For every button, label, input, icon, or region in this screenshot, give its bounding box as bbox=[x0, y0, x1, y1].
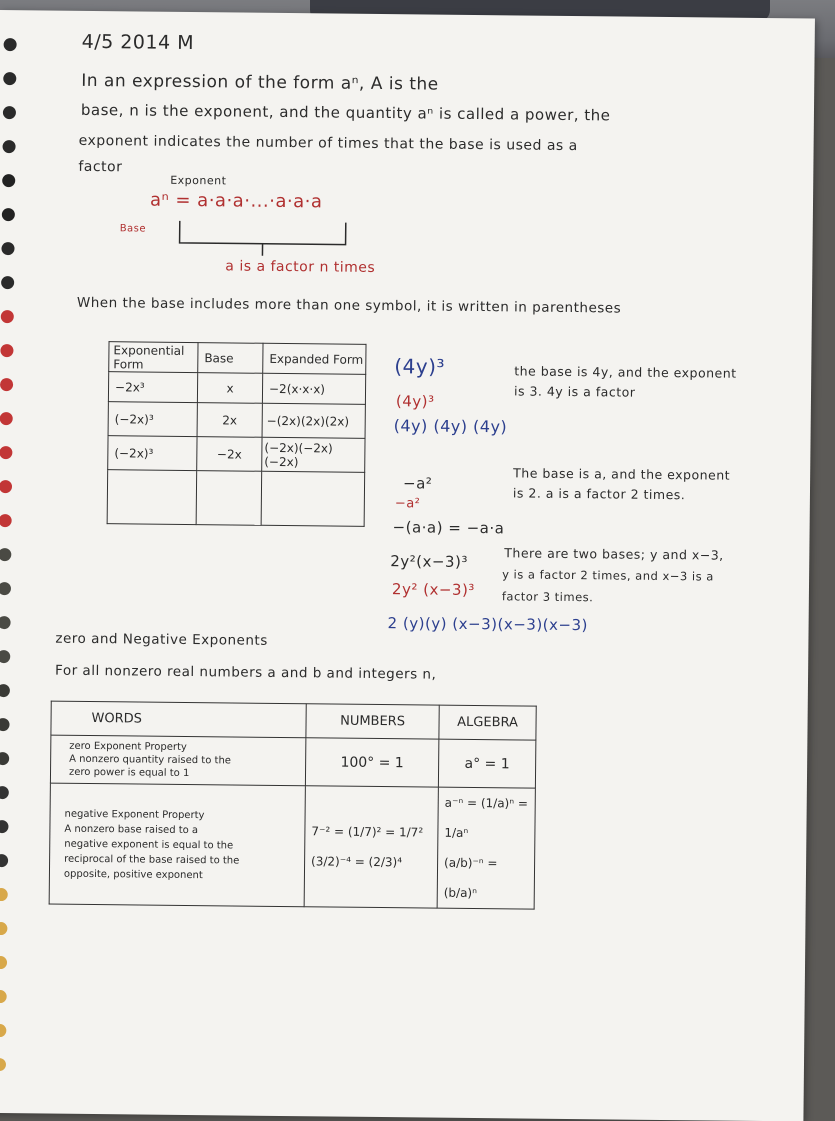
example3-note-line1: There are two bases; y and x−3, bbox=[504, 545, 724, 562]
spiral-hole bbox=[0, 888, 8, 901]
spiral-hole bbox=[0, 480, 12, 493]
negative-exponent-title: negative Exponent Property bbox=[65, 806, 305, 824]
spiral-hole bbox=[3, 106, 16, 119]
example3-power-red: 2y² (x−3)³ bbox=[392, 580, 475, 599]
spiral-hole bbox=[0, 344, 13, 357]
table1-empty-cell bbox=[107, 470, 197, 525]
negative-exponent-desc-2: negative exponent is equal to the bbox=[64, 836, 304, 854]
power-expression: aⁿ = a·a·a·...·a·a·a bbox=[150, 190, 323, 213]
spiral-hole bbox=[0, 378, 13, 391]
table2-header-numbers: NUMBERS bbox=[306, 704, 439, 739]
intro-line-1: In an expression of the form aⁿ, A is the bbox=[81, 71, 439, 95]
base-label: Base bbox=[120, 223, 146, 234]
spiral-hole bbox=[0, 922, 7, 935]
negative-exponent-words bbox=[49, 783, 305, 907]
spiral-hole bbox=[4, 38, 17, 51]
exponent-label: Exponent bbox=[170, 174, 226, 188]
negative-exponent-algebra bbox=[437, 787, 535, 909]
zero-exponent-algebra: a° = 1 bbox=[438, 739, 535, 788]
example2-expanded: −(a·a) = −a·a bbox=[393, 518, 505, 537]
example1-expanded: (4y) (4y) (4y) bbox=[394, 416, 508, 436]
section-heading: zero and Negative Exponents bbox=[55, 631, 268, 649]
spiral-hole bbox=[0, 956, 7, 969]
spiral-hole bbox=[0, 990, 7, 1003]
notebook-page bbox=[0, 10, 815, 1121]
negative-exponent-number-1: 7⁻² = (1/7)² = 1/7² bbox=[311, 816, 437, 847]
table1-row2-expanded: −(2x)(2x)(2x) bbox=[262, 403, 365, 438]
negative-exponent-desc-4: opposite, positive exponent bbox=[64, 866, 304, 884]
table2-header-words: WORDS bbox=[51, 701, 306, 738]
zero-exponent-desc-2: zero power is equal to 1 bbox=[69, 766, 305, 781]
zero-exponent-words bbox=[50, 735, 305, 786]
example2-power-red: −a² bbox=[395, 496, 421, 511]
spiral-hole bbox=[3, 140, 16, 153]
negative-exponent-desc-1: A nonzero base raised to a bbox=[64, 821, 304, 839]
table1-row2-base: 2x bbox=[197, 403, 262, 438]
spiral-hole bbox=[1, 276, 14, 289]
spiral-hole bbox=[0, 514, 12, 527]
spiral-hole bbox=[0, 684, 10, 697]
table1-empty-cell bbox=[261, 471, 365, 526]
example1-power: (4y)³ bbox=[394, 354, 445, 379]
table1-empty-cell bbox=[196, 471, 262, 526]
spiral-hole bbox=[0, 786, 9, 799]
negative-exponent-algebra-2: (a/b)⁻ⁿ = (b/a)ⁿ bbox=[444, 848, 535, 909]
intro-line-2: base, n is the exponent, and the quantity aⁿ is called a power, the bbox=[81, 101, 611, 125]
spiral-hole bbox=[0, 1024, 6, 1037]
intro-line-4: factor bbox=[78, 159, 122, 175]
for-all-statement: For all nonzero real numbers a and b and integers n, bbox=[55, 663, 436, 683]
zero-exponent-desc-1: A nonzero quantity raised to the bbox=[69, 753, 305, 768]
table1-row1-base: x bbox=[197, 373, 262, 404]
table1-header-form: Exponential Form bbox=[109, 342, 198, 373]
example1-power-red: (4y)³ bbox=[396, 392, 435, 410]
table1-row3-form: (−2x)³ bbox=[108, 436, 197, 471]
spiral-hole bbox=[0, 718, 10, 731]
example3-power: 2y²(x−3)³ bbox=[390, 552, 468, 571]
table1-header-base: Base bbox=[198, 343, 263, 374]
example2-note-line1: The base is a, and the exponent bbox=[513, 465, 730, 482]
spiral-hole bbox=[3, 72, 16, 85]
spiral-hole bbox=[1, 310, 14, 323]
spiral-hole bbox=[1, 242, 14, 255]
negative-exponent-desc-3: reciprocal of the base raised to the bbox=[64, 851, 304, 869]
table2-header-algebra: ALGEBRA bbox=[439, 705, 536, 740]
negative-exponent-algebra-1: a⁻ⁿ = (1/a)ⁿ = 1/aⁿ bbox=[444, 788, 535, 849]
table1-row2-form: (−2x)³ bbox=[108, 402, 197, 437]
spiral-hole bbox=[0, 548, 11, 561]
spiral-hole bbox=[0, 1058, 6, 1071]
negative-exponent-number-2: (3/2)⁻⁴ = (2/3)⁴ bbox=[311, 846, 437, 877]
exponent-properties-table bbox=[49, 701, 537, 910]
example2-note-line2: is 2. a is a factor 2 times. bbox=[513, 485, 685, 502]
spiral-hole bbox=[2, 208, 15, 221]
spiral-hole bbox=[0, 854, 8, 867]
table1-row3-expanded: (−2x)(−2x)(−2x) bbox=[262, 437, 365, 472]
zero-exponent-number: 100° = 1 bbox=[305, 738, 438, 787]
spiral-hole bbox=[0, 412, 13, 425]
table1-row1-form: −2x³ bbox=[108, 372, 197, 403]
spiral-hole bbox=[0, 582, 11, 595]
spiral-holes bbox=[0, 10, 40, 1113]
spiral-hole bbox=[0, 616, 11, 629]
negative-exponent-numbers bbox=[304, 786, 438, 908]
exponential-form-table bbox=[107, 341, 367, 527]
example3-expanded: 2 (y)(y) (x−3)(x−3)(x−3) bbox=[388, 614, 589, 634]
table1-row3-base: −2x bbox=[197, 437, 262, 472]
spiral-hole bbox=[0, 650, 10, 663]
example1-note-line1: the base is 4y, and the exponent bbox=[514, 363, 737, 380]
example3-note-line3: factor 3 times. bbox=[502, 589, 594, 604]
table1-row1-expanded: −2(x·x·x) bbox=[262, 373, 365, 404]
example1-note-line2: is 3. 4y is a factor bbox=[514, 383, 636, 399]
example3-note-line2: y is a factor 2 times, and x−3 is a bbox=[502, 567, 714, 583]
intro-line-3: exponent indicates the number of times that the base is used as a bbox=[79, 133, 578, 154]
example2-power: −a² bbox=[403, 474, 432, 492]
spiral-hole bbox=[0, 820, 9, 833]
spiral-hole bbox=[2, 174, 15, 187]
zero-exponent-title: zero Exponent Property bbox=[69, 740, 305, 755]
factor-bracket bbox=[177, 217, 362, 259]
spiral-hole bbox=[0, 446, 12, 459]
spiral-hole bbox=[0, 752, 9, 765]
table1-header-expanded: Expanded Form bbox=[263, 343, 366, 374]
date-heading: 4/5 2014 M bbox=[82, 31, 195, 54]
parentheses-note: When the base includes more than one symbol, it is written in parentheses bbox=[77, 295, 621, 317]
factor-caption: a is a factor n times bbox=[225, 258, 375, 276]
